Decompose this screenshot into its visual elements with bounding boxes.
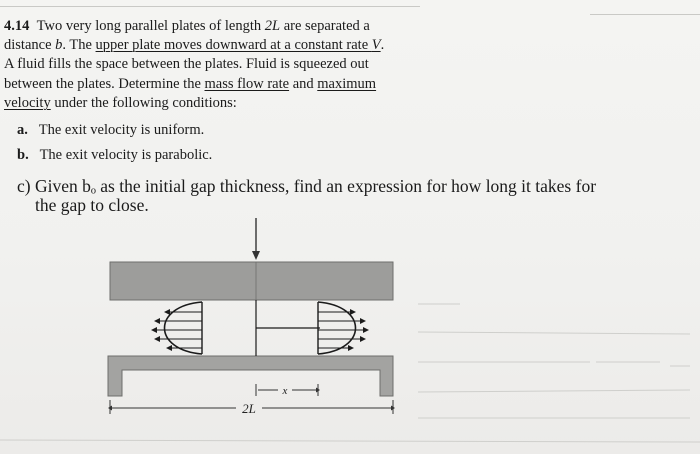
problem-text: under the following conditions: — [50, 95, 237, 111]
part-label: c) — [17, 176, 31, 196]
downward-arrow-icon — [252, 218, 260, 260]
length-label: 2L — [242, 401, 256, 416]
length-variable: 2L — [264, 18, 281, 34]
problem-text: and — [289, 76, 318, 92]
problem-number: 4.14 — [4, 18, 30, 34]
part-text: Given bₒ as the initial gap thickness, find an expression for how long it takes for — [34, 176, 597, 196]
upper-plate — [110, 262, 393, 300]
center-marker — [256, 300, 320, 356]
gap-variable: b — [55, 37, 63, 53]
problem-line-3: A fluid fills the space between the plates. Fluid is squeezed out — [4, 56, 369, 72]
left-velocity-profile — [151, 302, 202, 354]
problem-text: . — [380, 37, 385, 53]
rate-variable: V — [371, 37, 381, 53]
problem-text: between the plates. Determine the — [4, 76, 205, 92]
underlined-phrase: velocity — [4, 95, 51, 111]
right-velocity-profile — [318, 302, 369, 354]
x-label: x — [282, 385, 288, 397]
part-text: The exit velocity is uniform. — [38, 122, 205, 138]
problem-text: distance — [4, 37, 56, 53]
part-label: b. — [17, 147, 29, 163]
part-c-line-2: the gap to close. — [35, 195, 149, 215]
problem-text: are separated a — [280, 18, 370, 34]
problem-text: . The — [62, 37, 96, 53]
x-dimension — [256, 384, 320, 396]
underlined-phrase: maximum — [317, 76, 377, 92]
underlined-phrase: upper plate moves downward at a constant rate V — [95, 37, 381, 53]
page-rules — [0, 304, 700, 442]
problem-text: Two very long parallel plates of length — [36, 18, 265, 34]
underlined-phrase: mass flow rate — [204, 76, 290, 92]
part-text: The exit velocity is parabolic. — [39, 147, 213, 163]
lower-plate — [108, 356, 393, 396]
part-label: a. — [17, 122, 28, 138]
